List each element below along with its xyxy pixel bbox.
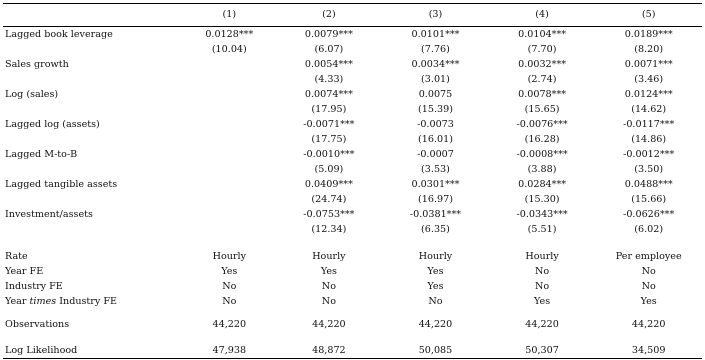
stat-cell: (3.53) [421,164,450,175]
coef-cell: 0.0189*** [624,29,673,40]
stat-row [3,222,702,237]
column-header: (1) [169,4,276,27]
spec-cell: No [641,281,656,292]
row-label: Investment/assets [5,209,93,220]
stat-cell: (15.65) [524,104,560,115]
observations-cell: 44,220 [212,319,247,330]
coef-cell: 0.0074*** [304,89,353,100]
spec-cell: No [534,266,550,277]
log-likelihood-cell: 34,509 [595,343,702,359]
coef-cell: -0.0010*** [303,149,355,160]
row-label: Lagged book leverage [5,29,113,40]
spec-row [3,294,702,309]
stat-cell [169,192,276,207]
log-likelihood-cell: 47,938 [169,343,276,359]
coef-cell: 0.0054*** [304,59,353,70]
stat-cell: (3.50) [634,164,664,175]
spec-cell: Yes [534,296,551,307]
log-likelihood-cell: 50,307 [489,343,596,359]
stat-cell [169,102,276,117]
row-label: Log (sales) [5,89,59,100]
stat-cell: (16.01) [418,134,453,145]
coef-cell: 0.0409*** [304,179,353,190]
coef-cell: -0.0117*** [623,119,675,130]
coef-cell: 0.0488*** [624,179,673,190]
header-blank [3,4,169,27]
observations-cell: 44,220 [312,319,346,330]
row-label [3,294,169,309]
stat-cell: (6.07) [314,44,344,55]
stat-cell: (16.28) [524,134,560,145]
coef-cell [169,57,276,72]
observations-cell: 44,220 [631,319,666,330]
coef-cell: -0.0626*** [623,209,675,220]
coef-cell [169,87,276,102]
row-label: Log Likelihood [3,343,169,359]
spec-row [3,279,702,294]
stat-cell: (5.51) [527,224,557,235]
stat-cell: (10.04) [211,44,247,55]
coef-cell: 0.0124*** [624,89,673,100]
column-header: (4) [489,4,596,27]
stat-cell: (8.20) [634,44,664,55]
stat-cell [169,132,276,147]
coef-cell [169,177,276,192]
stat-cell: (5.09) [314,164,344,175]
stat-cell: (4.33) [314,74,344,85]
spec-cell: Yes [427,281,444,292]
regression-table [3,3,702,359]
label-italic: times [29,296,57,307]
coef-cell [169,207,276,222]
stat-cell: (17.75) [311,134,347,145]
spec-cell: Per employee [615,251,682,262]
spec-cell: No [428,296,443,307]
stat-cell: (16.97) [418,194,453,205]
coef-cell: 0.0032*** [518,59,567,70]
coef-cell: -0.0343*** [516,209,568,220]
observations-cell: 44,220 [418,319,453,330]
coef-row [3,87,702,102]
spacer-row [3,332,702,343]
stat-row [3,162,702,177]
spec-cell: Hourly [212,251,246,262]
coef-cell: 0.0128*** [205,29,254,40]
label-part: Year [5,296,30,307]
stat-cell: (14.62) [631,104,667,115]
coef-cell [169,117,276,132]
spec-cell: No [321,281,336,292]
spec-cell: Yes [320,266,337,277]
coef-cell: -0.0381*** [409,209,462,220]
row-label: Lagged log (assets) [5,119,100,130]
stat-cell: (3.46) [634,74,664,85]
coef-cell: -0.0753*** [303,209,355,220]
log-likelihood-cell: 50,085 [382,343,489,359]
spacer-row [3,237,702,249]
stat-row [3,72,702,87]
stat-cell: (24.74) [311,194,347,205]
spec-row [3,249,702,264]
coef-cell [169,147,276,162]
log-likelihood-row [3,343,702,359]
spec-cell: Yes [221,266,238,277]
label-part: Industry FE [56,296,118,307]
spec-row [3,264,702,279]
stat-cell: (7.76) [421,44,450,55]
stat-cell [169,162,276,177]
coef-row [3,27,702,43]
stat-cell: (15.66) [631,194,667,205]
spec-cell: Hourly [312,251,346,262]
coef-cell: 0.0079*** [304,29,353,40]
coef-cell: -0.0008*** [516,149,568,160]
coef-cell: 0.0075 [418,89,453,100]
spec-cell: Hourly [418,251,453,262]
column-header: (2) [276,4,383,27]
coef-cell: -0.0012*** [623,149,675,160]
coef-cell: 0.0078*** [518,89,567,100]
column-header: (3) [382,4,489,27]
spec-cell: Yes [427,266,444,277]
observations-cell: 44,220 [525,319,559,330]
spec-cell: No [641,266,656,277]
row-label: Industry FE [5,281,63,292]
coef-row [3,207,702,222]
coef-cell: 0.0034*** [411,59,460,70]
spec-cell: Hourly [525,251,559,262]
coef-cell: -0.0007 [417,149,454,160]
log-likelihood-cell: 48,872 [276,343,383,359]
stat-row [3,102,702,117]
spec-cell: No [321,296,336,307]
stat-cell: (12.34) [311,224,347,235]
stat-cell: (7.70) [527,44,557,55]
stat-row [3,132,702,147]
stat-cell: (2.74) [527,74,557,85]
stat-cell [169,72,276,87]
coef-row [3,177,702,192]
coef-row [3,57,702,72]
stat-cell [169,222,276,237]
coef-cell: -0.0073 [417,119,454,130]
stat-row [3,192,702,207]
column-header: (5) [595,4,702,27]
stat-cell: (15.30) [524,194,560,205]
stat-cell: (6.35) [421,224,450,235]
row-label: Rate [5,251,28,262]
stat-cell: (15.39) [418,104,453,115]
coef-row [3,117,702,132]
row-label: Lagged tangible assets [5,179,118,190]
stat-cell: (3.01) [421,74,450,85]
stat-row [3,42,702,57]
spec-cell: No [534,281,550,292]
header-row [3,4,702,27]
observations-row [3,317,702,332]
coef-cell: 0.0104*** [518,29,567,40]
stat-cell: (14.86) [631,134,667,145]
coef-cell: -0.0076*** [516,119,568,130]
spec-cell: No [222,296,237,307]
stat-cell: (3.88) [527,164,557,175]
row-label: Observations [5,319,70,330]
coef-cell: 0.0301*** [411,179,460,190]
spec-cell: Yes [640,296,657,307]
spec-cell: No [222,281,237,292]
row-label: Year FE [5,266,44,277]
coef-cell: -0.0071*** [303,119,355,130]
row-label: Sales growth [5,59,69,70]
coef-cell: 0.0284*** [518,179,567,190]
spacer-row [3,309,702,317]
coef-cell: 0.0101*** [411,29,460,40]
coef-cell: 0.0071*** [624,59,673,70]
stat-cell: (6.02) [634,224,664,235]
stat-cell: (17.95) [311,104,347,115]
row-label: Lagged M-to-B [5,149,78,160]
coef-row [3,147,702,162]
